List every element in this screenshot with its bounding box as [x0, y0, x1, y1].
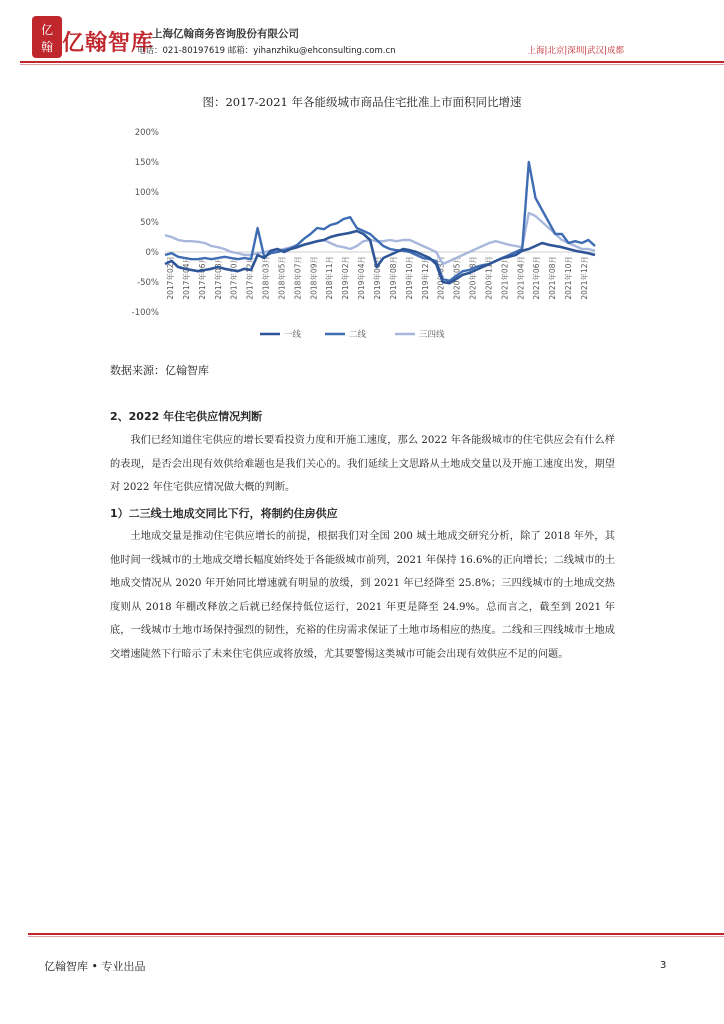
x-tick-label: 2019年12月	[420, 256, 430, 300]
line-chart	[110, 120, 610, 350]
data-source: 数据来源：亿翰智库	[110, 364, 209, 377]
x-tick-label: 2017年06月	[197, 256, 207, 300]
header-divider	[20, 61, 724, 63]
x-tick-label: 2019年04月	[357, 255, 367, 300]
x-tick-label: 2018年09月	[309, 256, 319, 300]
header-divider-thin	[20, 64, 724, 65]
y-tick-label: -100%	[131, 308, 159, 318]
logo-mark	[32, 14, 62, 60]
company-name: 上海亿翰商务咨询股份有限公司	[152, 28, 299, 40]
legend-label: 一线	[284, 330, 302, 340]
x-tick-label: 2018年05月	[277, 256, 287, 300]
x-tick-label: 2017年04月	[181, 256, 191, 300]
x-tick-label: 2019年06月	[373, 256, 382, 300]
section-heading: 2、2022 年住宅供应情况判断	[110, 410, 263, 423]
x-tick-label: 2019年02月	[341, 256, 351, 300]
x-tick-label: 2021年04月	[516, 256, 526, 300]
x-tick-label: 2021年08月	[548, 256, 558, 300]
contact-info: 电话：021-80197619 邮箱：yihanzhiku@ehconsulting.com.cn	[137, 46, 396, 56]
paragraph-2: 土地成交量是推动住宅供应增长的前提，根据我们对全国 200 城土地成交研究分析，除了 2018 年外，其他时间一线城市的土地成交增长幅度始终处于各能级城市前列，2021 年保持 16.6%的正向增长；二线城市的土地成交情况从 2020 年开始同比增速就有明显的放缓，到 2021 年已经降至 25.8%；三四线城市的土地成交热度则从 2018 年棚改释放之后就已经保持低位运行，2021 年更是降至 24.9%。总而言之，截至到 2021 年底，一线城市土地市场保持强烈的韧性，充裕的住房需求保证了土地市场相应的热度。二线和三四线城市土地成交增速陡然下行暗示了未来住宅供应或将放缓，尤其要警惕这类城市可能会出现有效供应不足的问题。	[110, 531, 615, 660]
x-tick-label: 2021年02月	[500, 256, 510, 300]
page-number: 3	[660, 960, 667, 971]
footer-divider	[28, 933, 724, 935]
x-tick-label: 2018年11月	[325, 256, 335, 300]
y-tick-label: 0%	[145, 248, 159, 258]
legend-label: 三四线	[419, 330, 445, 340]
svg-text:亿: 亿	[40, 23, 54, 37]
paragraph-1: 我们已经知道住宅供应的增长要看投资力度和开施工速度，那么 2022 年各能级城市的住宅供应会有什么样的表现，是否会出现有效供给难题也是我们关心的。我们延续上文思路从土地成交量以及开施工速度出发，期望对 2022 年住宅供应情况做大概的判断。	[110, 435, 615, 493]
y-tick-label: 200%	[134, 128, 159, 138]
x-tick-label: 2019年10月	[404, 256, 414, 300]
x-tick-label: 2021年06月	[532, 256, 542, 300]
x-tick-label: 2021年12月	[580, 256, 589, 300]
y-tick-label: 150%	[134, 158, 159, 168]
legend-label: 二线	[349, 330, 367, 340]
footer-text: 亿翰智库 • 专业出品	[44, 960, 146, 973]
x-tick-label: 2017年02月	[166, 256, 175, 300]
office-cities: 上海|北京|深圳|武汉|成都	[527, 46, 624, 56]
x-tick-label: 2021年10月	[564, 256, 574, 300]
x-tick-label: 2019年08月	[388, 256, 398, 300]
x-tick-label: 2017年10月	[229, 256, 239, 300]
x-tick-label: 2018年03月	[261, 256, 271, 300]
x-tick-label: 2020年11月	[484, 256, 494, 300]
x-tick-label: 2020年03月	[436, 256, 446, 300]
x-tick-label: 2017年08月	[213, 256, 223, 300]
y-tick-label: 50%	[140, 218, 159, 228]
y-tick-label: -50%	[137, 278, 159, 288]
y-tick-label: 100%	[134, 188, 159, 198]
footer-divider-thin	[28, 936, 724, 937]
x-tick-label: 2018年07月	[293, 256, 303, 300]
x-tick-label: 2020年05月	[452, 256, 462, 300]
sub-heading: 1）二三线土地成交同比下行，将制约住房供应	[110, 507, 338, 520]
x-tick-label: 2020年08月	[468, 256, 478, 300]
logo-text: 亿翰智库	[62, 31, 155, 56]
x-tick-label: 2017年12月	[245, 256, 255, 300]
chart-title: 图：2017-2021 年各能级城市商品住宅批准上市面积同比增速	[202, 95, 522, 109]
svg-text:翰: 翰	[40, 40, 54, 54]
